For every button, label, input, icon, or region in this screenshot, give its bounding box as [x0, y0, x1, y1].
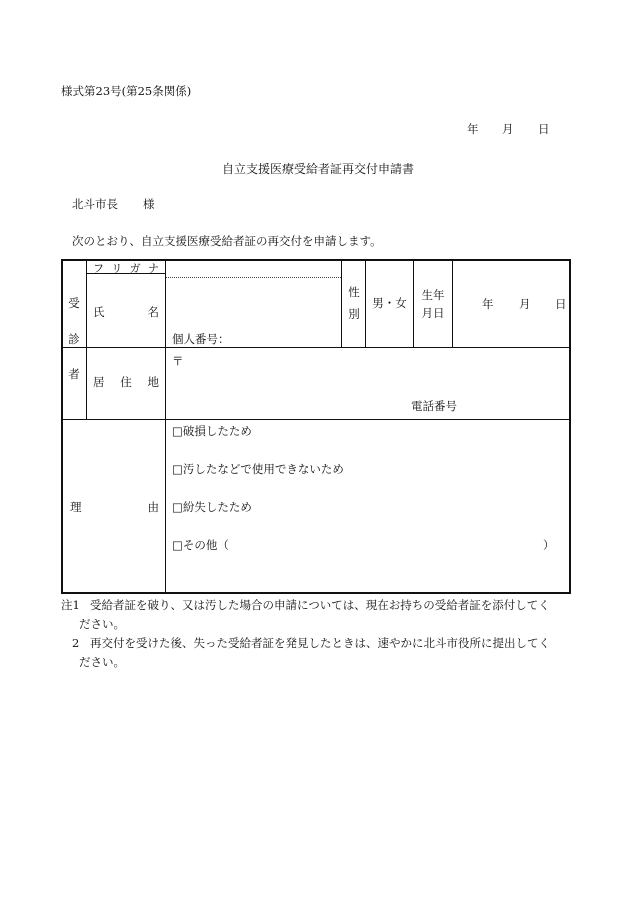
birth-day-label: 日: [555, 297, 567, 311]
application-table: [61, 259, 571, 594]
address-label-char: 居: [93, 375, 105, 389]
patient-label-char-2: 診: [68, 332, 80, 346]
reason-label-char: 理: [70, 500, 82, 514]
rule-sex-left: [341, 261, 342, 347]
patient-label-char-1: 受: [68, 296, 80, 310]
addressee-name: 北斗市長: [72, 197, 118, 211]
reason-label: [70, 502, 159, 514]
rule-patient-column: [86, 261, 87, 419]
rule-address-bottom: [63, 419, 571, 420]
birth-label-line-1: 生年: [421, 288, 445, 302]
reason-option-lost: □紛失したため: [172, 500, 252, 514]
furigana-char: ガ: [129, 262, 141, 275]
note-2-text: 再交付を受けた後、失った受給者証を発見したときは、速やかに北斗市役所に提出してく: [90, 636, 550, 650]
reason-label-char: 由: [147, 500, 159, 514]
reason-option-damaged: □破損したため: [172, 424, 252, 438]
furigana-char: リ: [111, 262, 123, 275]
furigana-dotted-line: [166, 277, 341, 278]
date-month-label: 月: [502, 122, 514, 136]
address-label: [93, 377, 159, 389]
phone-label: 電話番号: [411, 399, 457, 413]
reason-other-close-paren: ）: [543, 538, 555, 552]
birth-year-label: 年: [482, 297, 494, 311]
rule-birth-left: [413, 261, 414, 347]
reason-option-other: □その他（: [172, 538, 229, 552]
furigana-label: [93, 263, 159, 274]
patient-label-char-3: 者: [68, 367, 80, 381]
personal-number-label: 個人番号：: [172, 332, 230, 346]
sex-options: 男・女: [372, 296, 407, 310]
postal-mark: 〒: [172, 354, 184, 368]
rule-birth-right: [452, 261, 453, 347]
document-title: 自立支援医療受給者証再交付申請書: [222, 162, 415, 176]
name-label-char: 氏: [93, 305, 105, 319]
addressee-honorific: 様: [143, 197, 155, 211]
intro-text: 次のとおり、自立支援医療受給者証の再交付を申請します。: [72, 234, 382, 248]
name-label: [93, 307, 159, 319]
birth-month-label: 月: [519, 297, 531, 311]
rule-label-column: [165, 261, 166, 594]
furigana-char: フ: [93, 262, 104, 275]
note-1-text: 受給者証を破り、又は汚した場合の申請については、現在お持ちの受給者証を添付してく: [90, 598, 550, 612]
reason-option-soiled: □汚したなどで使用できないため: [172, 462, 344, 476]
note-1-continuation: ださい。: [79, 617, 125, 631]
note-2-marker: 2: [72, 636, 80, 650]
date-day-label: 日: [538, 122, 550, 136]
name-label-char: 名: [147, 305, 159, 319]
note-2-continuation: ださい。: [79, 655, 125, 669]
note-1-marker: 注1: [61, 598, 80, 612]
address-label-char: 地: [147, 375, 159, 389]
sex-label-char-2: 別: [348, 307, 360, 321]
address-label-char: 住: [120, 375, 132, 389]
furigana-char: ナ: [147, 262, 159, 275]
date-year-label: 年: [467, 122, 479, 136]
rule-name-bottom: [63, 347, 571, 348]
sex-label-char-1: 性: [348, 285, 360, 299]
form-number: 様式第23号(第25条関係): [61, 84, 192, 98]
birth-label-line-2: 月日: [421, 306, 445, 320]
